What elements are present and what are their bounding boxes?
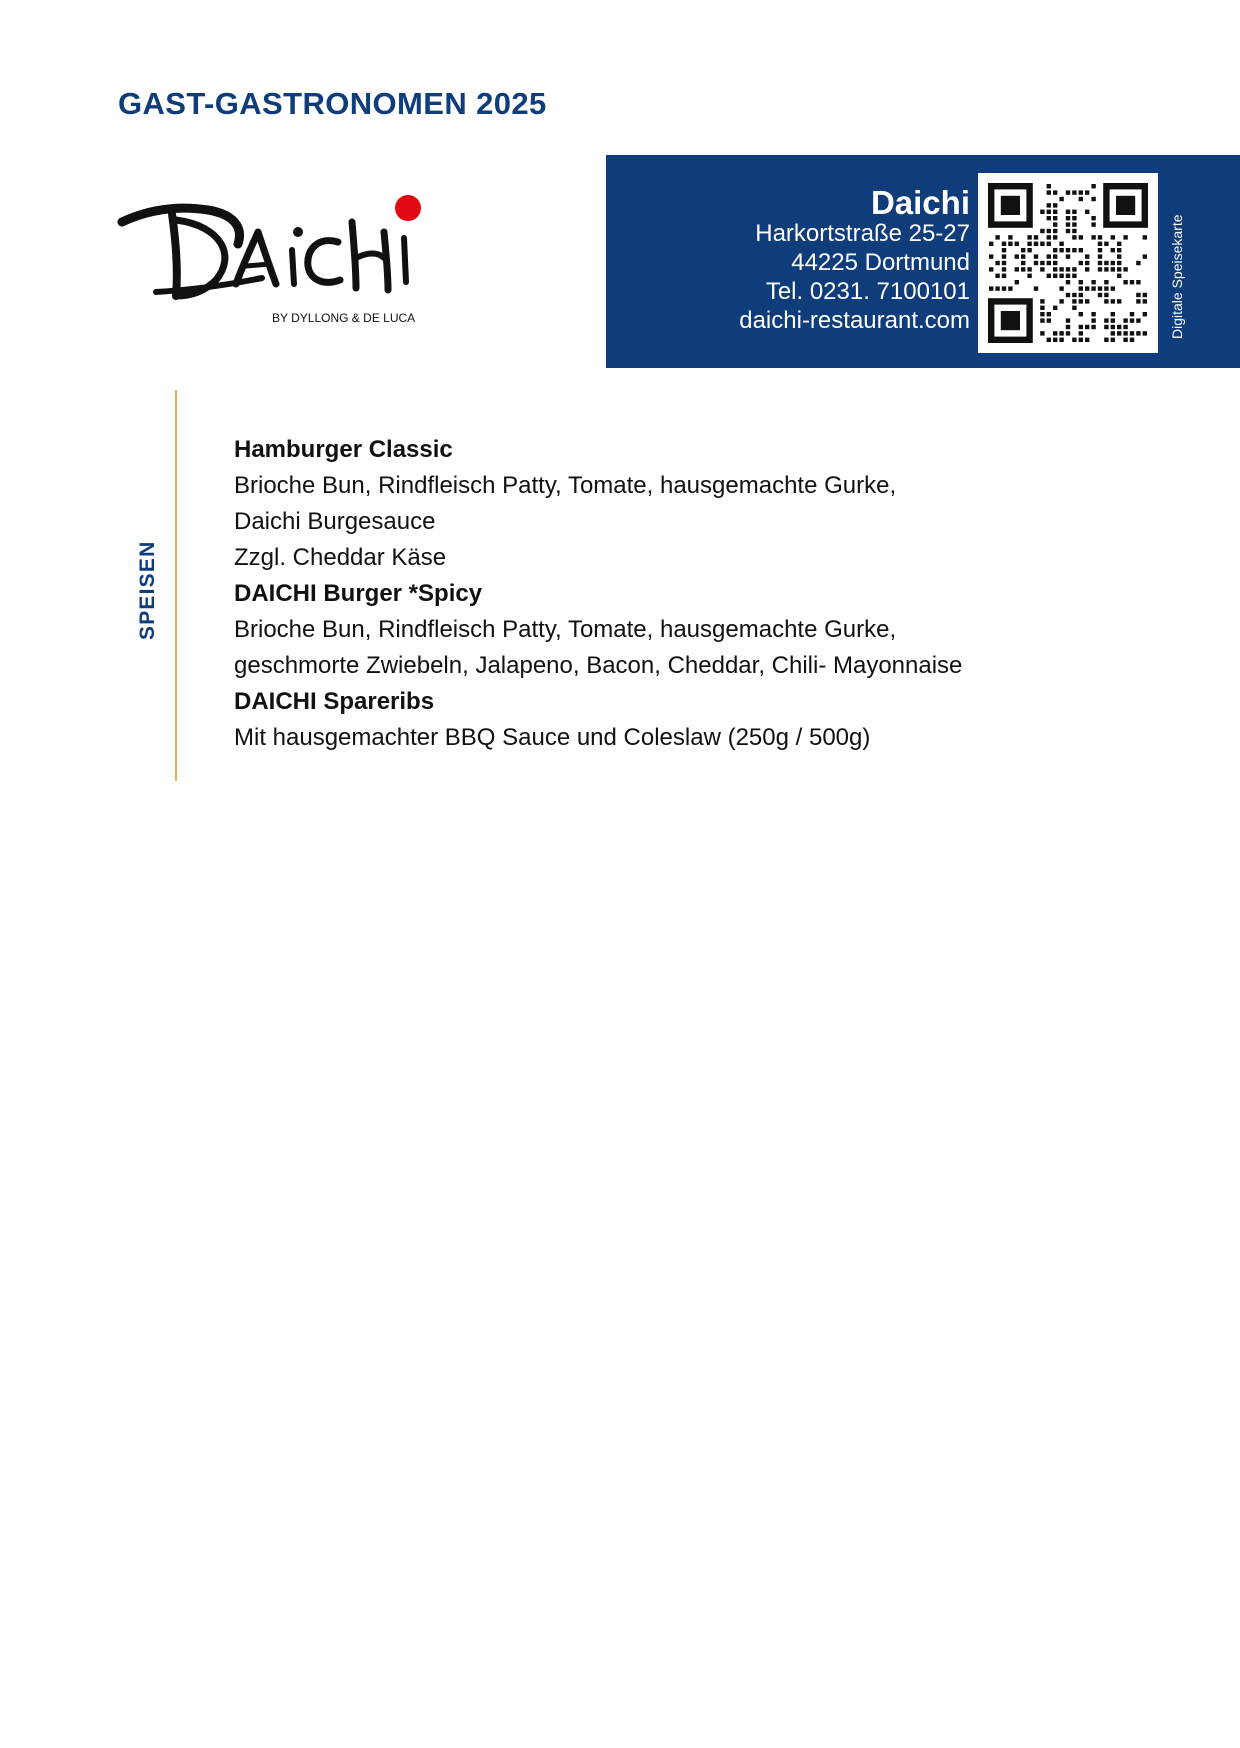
menu-item-description: Brioche Bun, Rindfleisch Patty, Tomate, hausgemachte Gurke, [234, 616, 897, 643]
menu-item-description: Daichi Burgesauce [234, 508, 436, 535]
contact-details [739, 183, 970, 335]
menu-item-description: Zzgl. Cheddar Käse [234, 544, 447, 571]
qr-code-icon[interactable] [978, 173, 1158, 353]
menu-item-title: DAICHI Burger *Spicy [234, 580, 483, 607]
menu-item [234, 684, 1234, 756]
logo-tagline: BY DYLLONG & DE LUCA [272, 311, 416, 325]
daichi-logo [112, 192, 432, 334]
page-title: GAST-GASTRONOMEN 2025 [118, 86, 547, 121]
address-street: Harkortstraße 25-27 [755, 220, 970, 247]
contact-card [606, 155, 1240, 368]
restaurant-name: Daichi [870, 184, 970, 221]
menu-item-description: Brioche Bun, Rindfleisch Patty, Tomate, hausgemachte Gurke, [234, 472, 897, 499]
website-link[interactable]: daichi-restaurant.com [739, 307, 970, 334]
menu-item [234, 576, 1234, 684]
menu-item-description: geschmorte Zwiebeln, Jalapeno, Bacon, Cheddar, Chili- Mayonnaise [234, 652, 963, 679]
section-divider [175, 390, 177, 781]
qr-caption: Digitale Speisekarte [1169, 214, 1185, 339]
menu-item-title: DAICHI Spareribs [234, 688, 435, 715]
menu-item [234, 432, 1234, 576]
address-city: 44225 Dortmund [791, 249, 970, 276]
menu-item-description: Mit hausgemachter BBQ Sauce und Coleslaw (250g / 500g) [234, 724, 871, 751]
menu-list [234, 432, 1234, 756]
phone-number: Tel. 0231. 7100101 [765, 278, 970, 305]
section-label: SPEISEN [136, 540, 159, 640]
menu-item-title: Hamburger Classic [234, 436, 453, 463]
